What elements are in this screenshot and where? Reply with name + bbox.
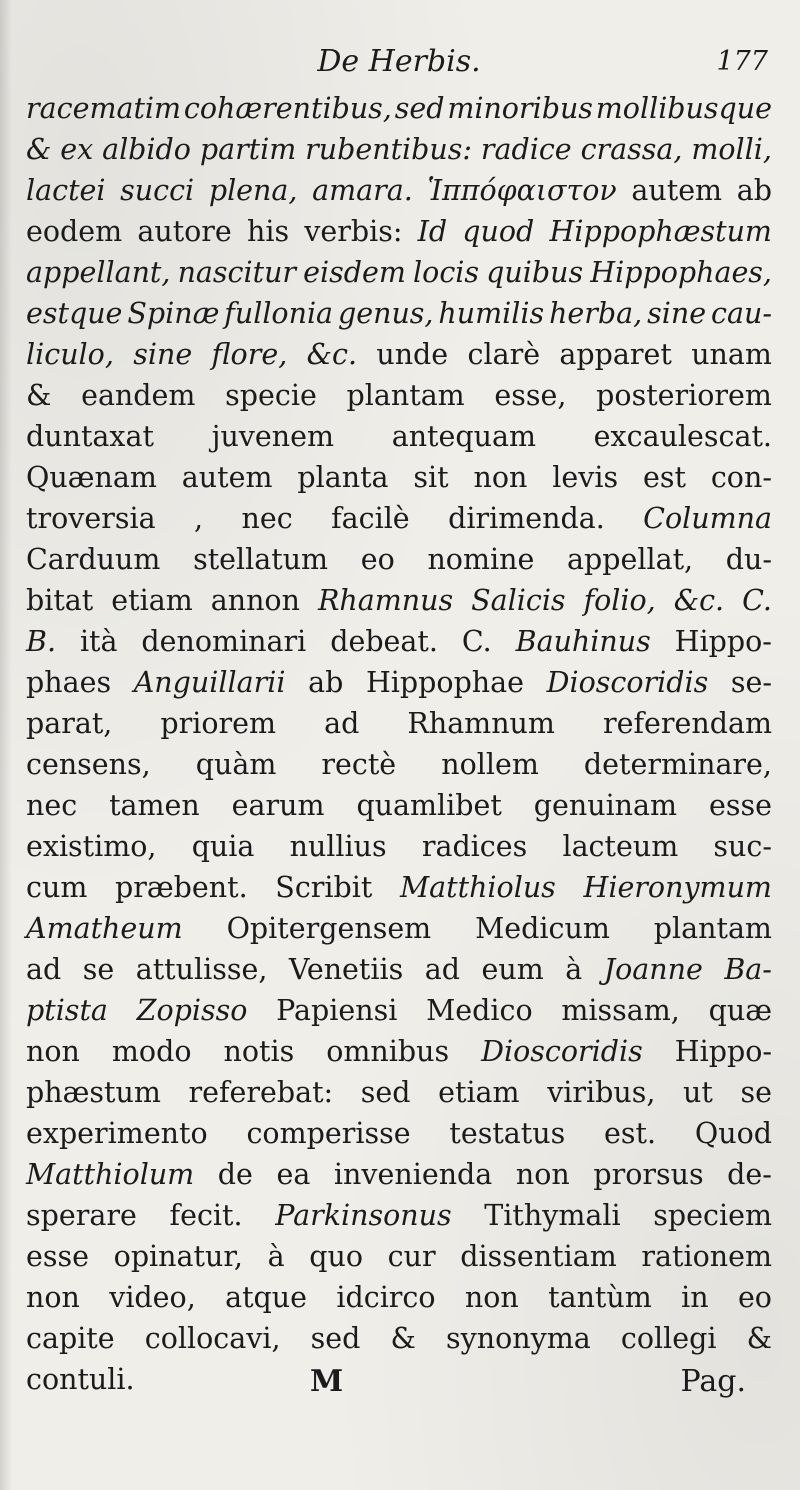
word: quàm [195, 748, 277, 781]
text-line [26, 416, 772, 457]
word: Carduum [26, 543, 161, 576]
word: experimento [26, 1117, 208, 1150]
word: Medico [426, 994, 533, 1027]
word: tantùm [548, 1281, 652, 1314]
word: partim [199, 133, 297, 166]
word: duntaxat [26, 420, 154, 453]
word: appellant, [26, 256, 171, 289]
word: ab [736, 174, 772, 207]
word: est [643, 461, 686, 494]
word: Bauhinus [515, 625, 651, 658]
word: eodem [26, 215, 123, 248]
word: appellat, [567, 543, 694, 576]
word: tamen [109, 789, 200, 822]
word: opinatur, [113, 1240, 243, 1273]
word: dissentiam [460, 1240, 617, 1273]
text-line [26, 1236, 772, 1277]
word: fecit. [169, 1199, 243, 1232]
word: unde [376, 338, 449, 371]
word: mollibusque [595, 92, 772, 125]
word: se [740, 1076, 772, 1109]
word: etiam [111, 584, 193, 617]
text-line [26, 908, 772, 949]
text-line [26, 211, 772, 252]
page-gutter-shadow [0, 0, 12, 1490]
word: etiam [438, 1076, 520, 1109]
text-line [26, 785, 772, 826]
word: fullonia [224, 297, 334, 330]
word: nascitur [177, 256, 297, 289]
word: missam, [561, 994, 680, 1027]
word: nollem [441, 748, 539, 781]
word: quamlibet [356, 789, 502, 822]
word: idcirco [336, 1281, 436, 1314]
word: earum [231, 789, 325, 822]
word: autem [181, 461, 273, 494]
word: herba, [549, 297, 643, 330]
word: clarè [467, 338, 541, 371]
word: Matthiolum [26, 1158, 195, 1191]
word: his [246, 215, 290, 248]
text-line [26, 293, 772, 334]
word: stellatum [193, 543, 329, 576]
word: non [26, 1035, 80, 1068]
word: plantam [346, 379, 465, 412]
word: nullius [289, 830, 387, 863]
word: eum [481, 953, 544, 986]
text-line [26, 457, 772, 498]
word: Quod [694, 1117, 772, 1150]
word: atque [225, 1281, 308, 1314]
word: parat, [26, 707, 113, 740]
word: collocavi, [144, 1322, 281, 1355]
word: à [565, 953, 583, 986]
word: du- [725, 543, 772, 576]
word: collegi [620, 1322, 717, 1355]
page-number: 177 [716, 46, 768, 77]
word: levis [552, 461, 619, 494]
word: Dioscoridis [546, 666, 709, 699]
word: esse [26, 1240, 89, 1273]
word: & [390, 1322, 416, 1355]
word: verbis: [304, 215, 403, 248]
word: à [267, 1240, 285, 1273]
word: non [464, 1281, 519, 1314]
word: priorem [160, 707, 277, 740]
body-text [26, 88, 772, 1400]
word: plena, [208, 174, 298, 207]
word: modo [111, 1035, 192, 1068]
word: &c. [306, 338, 357, 371]
word: estque [26, 297, 123, 330]
word: speciе [225, 379, 317, 412]
word: minoribus [447, 92, 593, 125]
word: referendam [602, 707, 772, 740]
word: eisdem [303, 256, 406, 289]
word: Joanne [603, 953, 703, 986]
word: excaulescat. [593, 420, 772, 453]
text-line [26, 375, 772, 416]
word: C. [461, 625, 492, 658]
word: albido [102, 133, 191, 166]
text-line [26, 744, 772, 785]
word: , [193, 502, 204, 535]
word: Rhamnus [317, 584, 454, 617]
word: se [82, 953, 115, 986]
word: genuinam [533, 789, 678, 822]
word: sine [133, 338, 193, 371]
word: existimo, [26, 830, 157, 863]
word: Venetiis [288, 953, 404, 986]
word: ut [683, 1076, 713, 1109]
word: ad [424, 953, 460, 986]
text-line [26, 949, 772, 990]
word: invenienda [333, 1158, 493, 1191]
signature-mark: M [310, 1364, 344, 1399]
text-line [26, 1277, 772, 1318]
word: cur [387, 1240, 436, 1273]
word: rectè [321, 748, 397, 781]
word: lactei [26, 174, 106, 207]
word: determinare, [583, 748, 772, 781]
word: locis [413, 256, 480, 289]
word: sine [647, 297, 707, 330]
word: sperare [26, 1199, 137, 1232]
text-line [26, 1072, 772, 1113]
word: sed [360, 1076, 411, 1109]
word: planta [297, 461, 389, 494]
word: Salicis [471, 584, 566, 617]
word: denominari [141, 625, 307, 658]
text-line [26, 867, 772, 908]
word: omnibus [326, 1035, 450, 1068]
word: ptista [26, 994, 108, 1027]
word: Ba- [724, 953, 772, 986]
word: rubentibus: [305, 133, 472, 166]
word: Matthiolus [400, 871, 556, 904]
word: Rhamnum [407, 707, 555, 740]
word: Dioscoridis [481, 1035, 643, 1068]
word: & [746, 1322, 772, 1355]
word: ità [79, 625, 118, 658]
word: Columna [643, 502, 772, 535]
word: molli, [691, 133, 772, 166]
word: Hippophaes, [590, 256, 772, 289]
word: folio, [583, 584, 656, 617]
word: contuli. [26, 1363, 135, 1396]
text-line [26, 1113, 772, 1154]
word: B. [26, 625, 57, 658]
word: racematim [26, 92, 182, 125]
word: dirimenda. [448, 502, 605, 535]
word: præbent. [115, 871, 248, 904]
text-line [26, 498, 772, 539]
text-line [26, 334, 772, 375]
word: plantam [653, 912, 772, 945]
word: radice [480, 133, 572, 166]
word: capite [26, 1322, 115, 1355]
word: Hippophae [365, 666, 525, 699]
word: sed [394, 92, 445, 125]
word: cau- [711, 297, 772, 330]
word: Scribit [275, 871, 373, 904]
word: ad [26, 953, 62, 986]
text-line [26, 703, 772, 744]
word: cum [26, 871, 88, 904]
word: in [681, 1281, 709, 1314]
word: &c. [673, 584, 725, 617]
word: synonyma [446, 1322, 591, 1355]
word: bitat [26, 584, 94, 617]
word: sit [413, 461, 449, 494]
word: apparet [559, 338, 672, 371]
word: ab [308, 666, 344, 699]
word: radices [421, 830, 528, 863]
text-line [26, 826, 772, 867]
word: est. [604, 1117, 657, 1150]
word: nec [241, 502, 293, 535]
word: humilis [438, 297, 545, 330]
word: Papiensi [276, 994, 398, 1027]
text-line [26, 88, 772, 129]
word: debeat. [330, 625, 438, 658]
word: testatus [449, 1117, 566, 1150]
word: nomine [427, 543, 535, 576]
text-line [26, 1154, 772, 1195]
word: flore, [211, 338, 288, 371]
word: notis [223, 1035, 295, 1068]
word: Ἱππόφαιστον [427, 174, 617, 207]
word: censens, [26, 748, 151, 781]
word: phæstum [26, 1076, 161, 1109]
text-line [26, 129, 772, 170]
word: phaes [26, 666, 112, 699]
word: Anguillarii [133, 666, 286, 699]
page-footer [26, 1364, 772, 1414]
word: succi [120, 174, 195, 207]
word: viribus, [547, 1076, 656, 1109]
word: prorsus [593, 1158, 704, 1191]
word: facilè [331, 502, 410, 535]
word: Hippo- [674, 1035, 772, 1068]
word: non [515, 1158, 570, 1191]
word: quibus [486, 256, 584, 289]
word: con- [710, 461, 772, 494]
text-line [26, 1318, 772, 1359]
word: esse, [494, 379, 567, 412]
word: juvenem [211, 420, 335, 453]
word: liculo, [26, 338, 114, 371]
text-line [26, 252, 772, 293]
word: referebat: [188, 1076, 334, 1109]
page-header [26, 38, 772, 88]
word: de [217, 1158, 253, 1191]
word: rationem [641, 1240, 772, 1273]
word: eo [360, 543, 395, 576]
word: quod [462, 215, 535, 248]
word: speciem [653, 1199, 772, 1232]
word: amara. [312, 174, 413, 207]
word: unam [691, 338, 772, 371]
word: Hippo- [674, 625, 772, 658]
word: ad [324, 707, 360, 740]
text-line [26, 1031, 772, 1072]
word: eandem [81, 379, 196, 412]
word: comperisse [246, 1117, 411, 1150]
word: de- [727, 1158, 772, 1191]
text-line [26, 539, 772, 580]
word: & [26, 379, 52, 412]
word: sed [310, 1322, 361, 1355]
word: attulisse, [135, 953, 268, 986]
word: Opitergensem [226, 912, 432, 945]
word: Zopisso [136, 994, 248, 1027]
word: C. [742, 584, 772, 617]
catchword: Pag. [680, 1364, 746, 1399]
word: antequam [391, 420, 536, 453]
text-line [26, 170, 772, 211]
word: esse [708, 789, 772, 822]
word: Hippophæstum [549, 215, 772, 248]
word: Medicum [475, 912, 610, 945]
word: Amatheum [26, 912, 183, 945]
word: posteriorem [596, 379, 772, 412]
word: quia [191, 830, 255, 863]
word: cohærentibus, [183, 92, 392, 125]
word: Parkinsonus [275, 1199, 452, 1232]
text-line [26, 621, 772, 662]
word: se- [730, 666, 772, 699]
word: lacteum [562, 830, 679, 863]
text-line [26, 1195, 772, 1236]
word: Quænam [26, 461, 157, 494]
word: autore [137, 215, 232, 248]
word: quo [309, 1240, 363, 1273]
word: eo [737, 1281, 772, 1314]
word: Tithymali [484, 1199, 621, 1232]
word: quæ [708, 994, 772, 1027]
word: non [473, 461, 528, 494]
word: troversia [26, 502, 156, 535]
text-line [26, 990, 772, 1031]
running-head: De Herbis. [317, 44, 481, 79]
word: non [26, 1281, 80, 1314]
text-line [26, 662, 772, 703]
word: Hieronymum [583, 871, 772, 904]
word: genus, [337, 297, 434, 330]
word: & [26, 133, 52, 166]
word: crassa, [580, 133, 683, 166]
word: annon [210, 584, 300, 617]
word: ex [60, 133, 94, 166]
word: autem [631, 174, 723, 207]
word: ea [276, 1158, 311, 1191]
word: video, [109, 1281, 196, 1314]
text-line [26, 580, 772, 621]
word: Id [417, 215, 448, 248]
word: suc- [713, 830, 772, 863]
word: Spinæ [127, 297, 220, 330]
word: nec [26, 789, 78, 822]
